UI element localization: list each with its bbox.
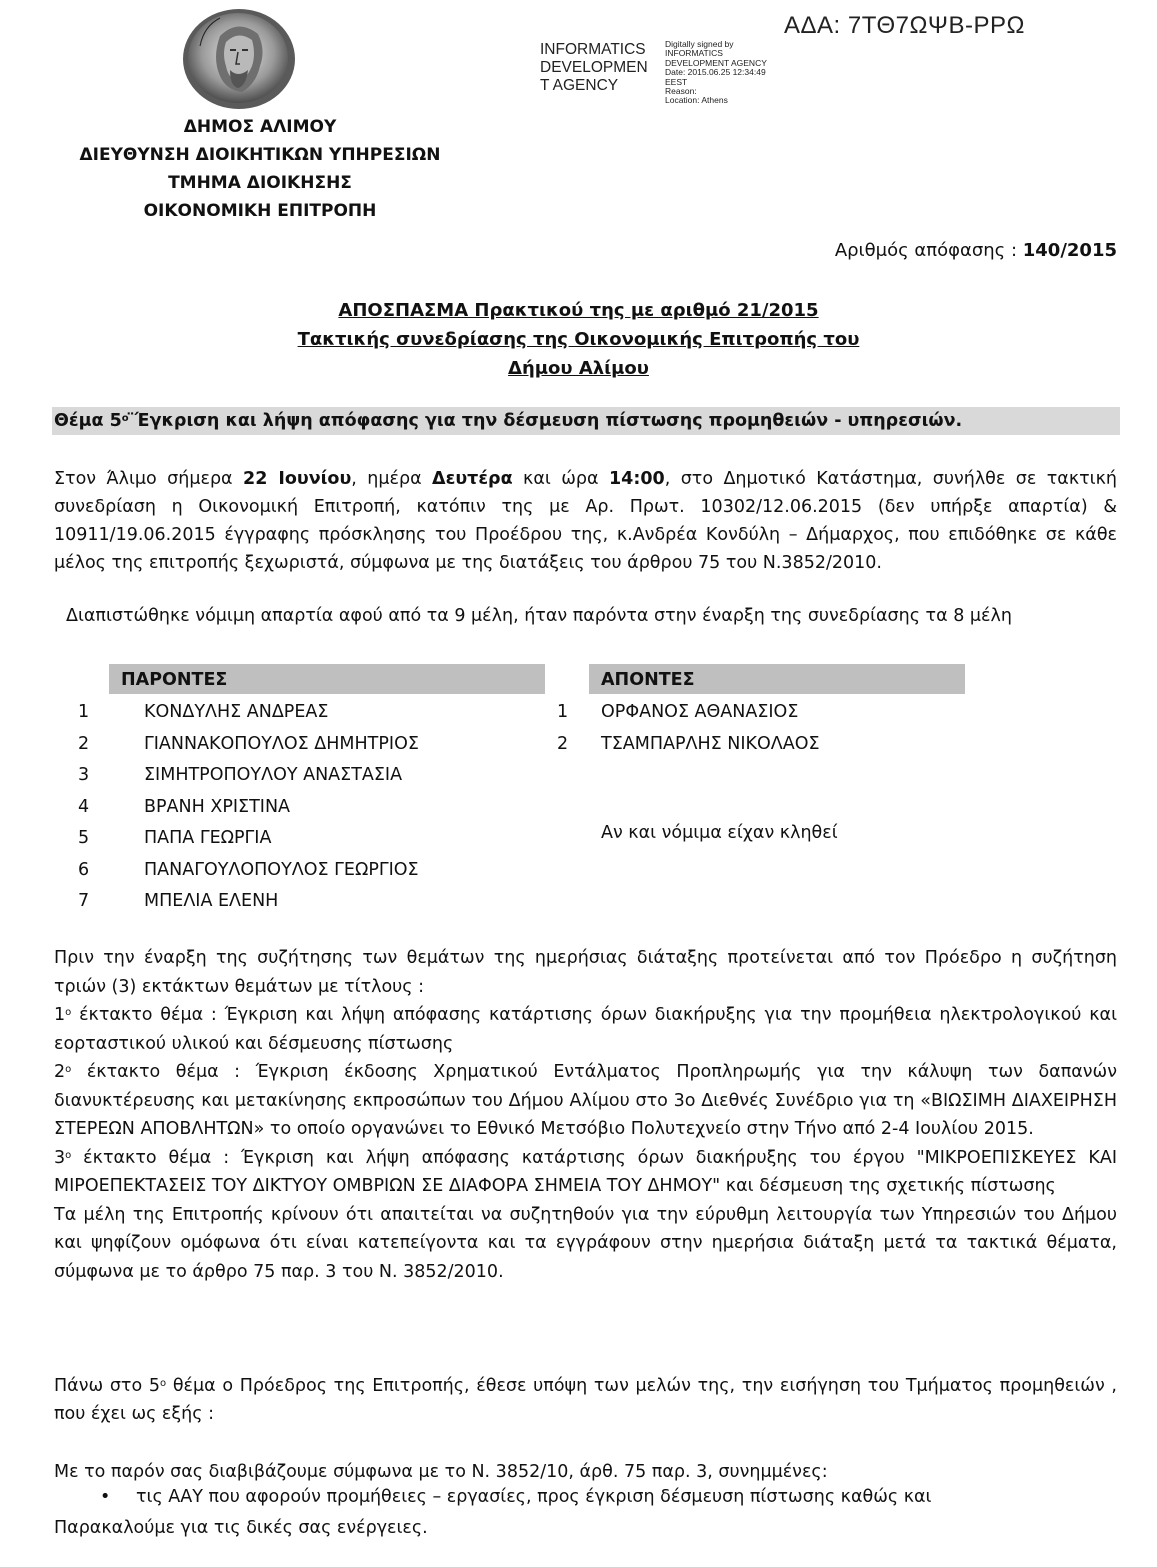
document-title bbox=[0, 296, 1157, 383]
header-line-directorate: ΔΙΕΥΘΥΝΣΗ ΔΙΟΙΚΗΤΙΚΩΝ ΥΠΗΡΕΣΙΩΝ bbox=[79, 145, 441, 165]
intro-text: Στον Άλιμο σήμερα bbox=[54, 469, 244, 489]
present-heading: ΠΑΡΟΝΤΕΣ bbox=[109, 664, 545, 694]
header-line-committee: ΟΙΚΟΝΟΜΙΚΗ ΕΠΙΤΡΟΠΗ bbox=[143, 201, 377, 221]
intro-text: , στο Δημοτικό Κατάστημα, συνήλθε σε τακτική συνεδρίαση η Οικονομική Επιτροπή, κατόπιν της με Αρ. Πρωτ. 10302/12.06.2015 (δεν υπήρξε απαρτία) & 10911/19.06.2015 έγγραφης πρόσκλησης του Προέδρου της, κ.Ανδρέα Κονδύλη – Δήμαρχος, που επιδόθηκε σε κάθε μέλος της επιτροπής ξεχωριστά, σύμφωνα με της διατάξεις του άρθρου 75 του Ν.3852/2010. bbox=[54, 469, 1118, 573]
extra-item-number: 3 bbox=[54, 1147, 66, 1168]
header-line-municipality: ΔΗΜΟΣ ΑΛΙΜΟΥ bbox=[183, 117, 337, 137]
extra-conclusion: Τα μέλη της Επιτροπής κρίνουν ότι απαιτείται να συζητηθούν για την εύρυθμη λειτουργία των Υπηρεσιών του Δήμου και ψηφίζουν ομόφωνα ότι είναι κατεπείγοντα και τα εγγράφουν στην ημερήσια διάταξη μετά τα τακτικά θέματα, σύμφωνα με το άρθρο 75 παρ. 3 του Ν. 3852/2010. bbox=[54, 1204, 1117, 1282]
signature-org-line: INFORMATICS bbox=[540, 41, 646, 58]
member-name: ΜΠΕΛΙΑ ΕΛΕΝΗ bbox=[144, 891, 279, 911]
signature-detail-line: DEVELOPMENT AGENCY bbox=[665, 57, 767, 68]
extra-item-text: έκτακτο θέμα : Έγκριση και λήψη απόφασης κατάρτισης όρων διακήρυξης για την προμήθεια ηλεκτρολογικού και εορταστικού υλικού και δέσμευσης πίστωσης bbox=[54, 1005, 1117, 1054]
bullet-item bbox=[100, 1487, 931, 1507]
signature-details bbox=[665, 40, 767, 106]
list-item bbox=[78, 697, 419, 729]
topic5-sup: ο bbox=[160, 1378, 167, 1389]
member-name: ΠΑΠΑ ΓΕΩΡΓΙΑ bbox=[144, 828, 272, 848]
signature-org-line: T AGENCY bbox=[540, 77, 619, 94]
list-item bbox=[78, 792, 419, 824]
list-item bbox=[78, 729, 419, 761]
signature-detail-line: Location: Athens bbox=[665, 95, 728, 106]
bullet-text: τις ΑΑΥ που αφορούν προμήθειες – εργασίες, προς έγκριση δέσμευση πίστωσης καθώς και bbox=[136, 1487, 932, 1507]
member-name: ΚΟΝΔΥΛΗΣ ΑΝΔΡΕΑΣ bbox=[144, 702, 329, 722]
header-line-department: ΤΜΗΜΑ ΔΙΟΙΚΗΣΗΣ bbox=[168, 173, 352, 193]
meeting-time: 14:00 bbox=[608, 469, 665, 489]
member-number: 4 bbox=[78, 796, 90, 817]
extraordinary-topics bbox=[54, 944, 1117, 1286]
member-number: 6 bbox=[78, 859, 90, 880]
list-item bbox=[78, 886, 419, 918]
list-item bbox=[78, 760, 419, 792]
signature-detail-line: EEST bbox=[665, 76, 688, 87]
signature-detail-line: Date: 2015.06.25 12:34:49 bbox=[665, 67, 766, 78]
extra-item-sup: ο bbox=[65, 1149, 72, 1161]
absent-note: Αν και νόμιμα είχαν κληθεί bbox=[601, 823, 838, 843]
extra-intro: Πριν την έναρξη της συζήτησης των θεμάτων της ημερήσιας διάταξης προτείνεται από τον Πρόεδρο η συζήτηση τριών (3) εκτάκτων θεμάτων με τίτλους : bbox=[54, 948, 1117, 997]
coin-portrait-seal-icon bbox=[180, 6, 298, 112]
member-name: ΟΡΦΑΝΟΣ ΑΘΑΝΑΣΙΟΣ bbox=[601, 702, 799, 722]
present-members-list bbox=[78, 697, 419, 918]
extra-item bbox=[54, 1001, 1117, 1058]
subject-bar bbox=[52, 407, 1120, 435]
municipality-logo bbox=[180, 6, 298, 112]
extra-item-text: έκτακτο θέμα : Έγκριση έκδοσης Χρηματικού Εντάλματος Προπληρωμής για την κάλυψη των δαπανών διανυκτέρευσης και μετακίνησης εκπροσώπων του Δήμου Αλίμου στο 3ο Διεθνές Συνέδριο για τη «ΒΙΩΣΙΜΗ ΔΙΑΧΕΙΡΗΣΗ ΣΤΕΡΕΩΝ ΑΠΟΒΛΗΤΩΝ» το οποίο οργανώνει το Εθνικό Μετσόβιο Πολυτεχνείο στην Τήνο από 2-4 Ιουλίου 2015. bbox=[54, 1062, 1117, 1139]
signature-detail-line: Digitally signed by bbox=[665, 39, 734, 49]
subject-sup: ο bbox=[121, 413, 129, 424]
member-name: ΓΙΑΝΝΑΚΟΠΟΥΛΟΣ ΔΗΜΗΤΡΙΟΣ bbox=[144, 733, 419, 754]
forward-paragraph: Με το παρόν σας διαβιβάζουμε σύμφωνα με το Ν. 3852/10, άρθ. 75 παρ. 3, συνημμένες: bbox=[54, 1462, 828, 1482]
absent-heading: ΑΠΟΝΤΕΣ bbox=[589, 664, 965, 694]
signature-detail-line: INFORMATICS bbox=[665, 48, 723, 59]
topic5-text: Πάνω στο 5 bbox=[54, 1376, 160, 1396]
decision-number-label: Αριθμός απόφασης : bbox=[834, 240, 1023, 261]
extra-item-sup: ο bbox=[65, 1064, 72, 1075]
title-line: Τακτικής συνεδρίασης της Οικονομικής Επιτροπής του bbox=[297, 329, 860, 350]
closing-line: Παρακαλούμε για τις δικές σας ενέργειες. bbox=[54, 1518, 428, 1538]
member-number: 3 bbox=[78, 765, 90, 785]
list-item bbox=[557, 729, 820, 761]
subject-text: ̈Έγκριση και λήψη απόφασης για την δέσμευση πίστωσης προμηθειών - υπηρεσιών. bbox=[128, 411, 963, 431]
title-line: ΑΠΟΣΠΑΣΜΑ Πρακτικού της με αριθμό 21/2015 bbox=[338, 300, 819, 321]
municipality-header bbox=[40, 113, 480, 225]
meeting-day: Δευτέρα bbox=[432, 469, 513, 489]
title-line: Δήμου Αλίμου bbox=[508, 358, 649, 379]
signature-organization bbox=[540, 41, 648, 95]
quorum-statement: Διαπιστώθηκε νόμιμη απαρτία αφού από τα 9 μέλη, ήταν παρόντα στην έναρξη της συνεδρίασης τα 8 μέλη bbox=[66, 606, 1012, 626]
absent-members-list bbox=[557, 697, 820, 760]
intro-text: , ημέρα bbox=[351, 469, 433, 489]
subject-prefix: Θέμα 5 bbox=[54, 411, 122, 431]
extra-item-number: 1 bbox=[54, 1005, 66, 1025]
member-number: 2 bbox=[557, 733, 569, 754]
member-number: 2 bbox=[78, 733, 90, 754]
intro-text: και ώρα bbox=[512, 469, 609, 489]
intro-paragraph bbox=[54, 465, 1117, 577]
member-number: 7 bbox=[78, 891, 90, 911]
signature-detail-line: Reason: bbox=[665, 86, 697, 97]
decision-number bbox=[835, 240, 1117, 261]
signature-org-line: DEVELOPMEN bbox=[540, 59, 648, 76]
member-name: ΠΑΝΑΓΟΥΛΟΠΟΥΛΟΣ ΓΕΩΡΓΙΟΣ bbox=[144, 859, 419, 880]
extra-item-text: έκτακτο θέμα : Έγκριση και λήψη απόφασης κατάρτισης όρων διακήρυξης του έργου "ΜΙΚΡΟΕΠΙΣΚΕΥΕΣ ΚΑΙ ΜΙΡΟΕΠΕΚΤΑΣΕΙΣ ΤΟΥ ΔΙΚΤΥΟΥ ΟΜΒΡΙΩΝ ΣΕ ΔΙΑΦΟΡΑ ΣΗΜΕΙΑ ΤΟΥ ΔΗΜΟΥ" και δέσμευση της σχετικής πίστωσης bbox=[54, 1147, 1117, 1196]
member-name: ΣΙΜΗΤΡΟΠΟΥΛΟΥ ΑΝΑΣΤΑΣΙΑ bbox=[144, 765, 403, 785]
bullet-icon: • bbox=[100, 1487, 111, 1507]
topic5-text: θέμα ο Πρόεδρος της Επιτροπής, έθεσε υπόψη των μελών της, την εισήγηση του Τμήματος προμηθειών , που έχει ως εξής : bbox=[54, 1376, 1117, 1424]
member-number: 1 bbox=[78, 702, 90, 722]
extra-item-number: 2 bbox=[54, 1062, 66, 1082]
extra-item bbox=[54, 1144, 1117, 1201]
meeting-date: 22 Ιουνίου bbox=[243, 469, 352, 489]
topic5-paragraph bbox=[54, 1372, 1117, 1428]
list-item bbox=[78, 855, 419, 887]
extra-item-sup: ο bbox=[65, 1007, 72, 1018]
list-item bbox=[557, 697, 820, 729]
member-number: 1 bbox=[557, 702, 569, 722]
member-name: ΤΣΑΜΠΑΡΛΗΣ ΝΙΚΟΛΑΟΣ bbox=[601, 733, 820, 754]
member-number: 5 bbox=[78, 828, 90, 848]
ada-code: ΑΔΑ: 7ΤΘ7ΩΨΒ-ΡΡΩ bbox=[784, 12, 1025, 39]
list-item bbox=[78, 823, 419, 855]
decision-number-value: 140/2015 bbox=[1022, 240, 1117, 261]
extra-item bbox=[54, 1058, 1117, 1144]
member-name: ΒΡΑΝΗ ΧΡΙΣΤΙΝΑ bbox=[144, 796, 291, 817]
